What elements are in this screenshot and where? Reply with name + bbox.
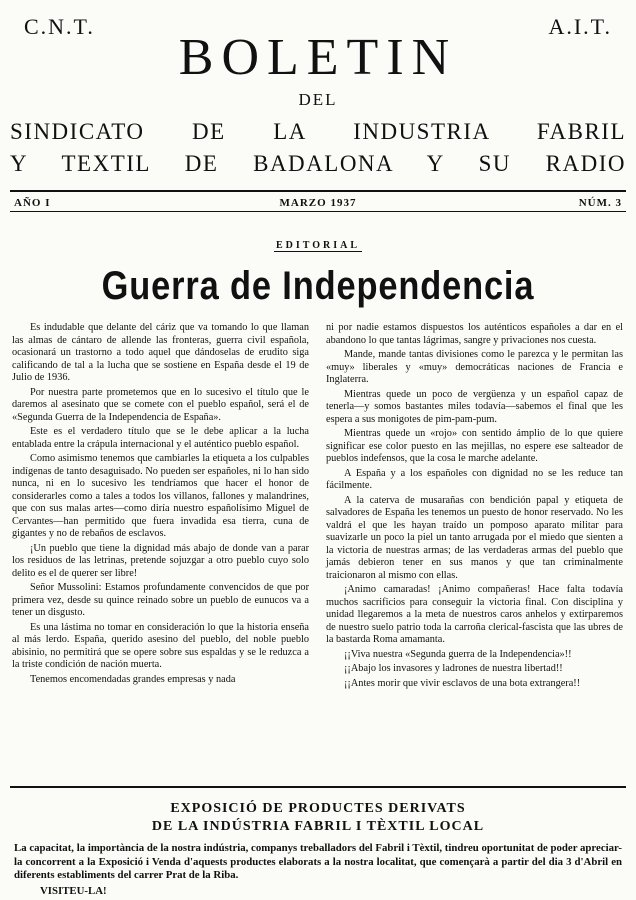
footer-sign: VISITEU-LA! bbox=[40, 885, 107, 897]
paragraph: Mientras quede un «rojo» con sentido ámplio de lo que quiere significar ese color puesto en las mejillas, no espere ese salteador de pueblos indefensos, que la cosa le marche adelante. bbox=[326, 428, 623, 464]
section-label: EDITORIAL bbox=[275, 240, 361, 251]
paragraph: Mande, mande tantas divisiones como le parezca y le permitan las «muy» liberales y «muy» democráticas naciones de Francia e Inglaterra. bbox=[326, 349, 623, 385]
masthead-left-corner: C.N.T. bbox=[24, 14, 95, 39]
masthead-top-rule bbox=[10, 190, 626, 192]
masthead-del: DEL bbox=[298, 90, 338, 109]
issue-year: AÑO I bbox=[14, 197, 51, 209]
footer-title-line-2: DE LA INDÚSTRIA FABRIL I TÈXTIL LOCAL bbox=[151, 819, 485, 834]
masthead-line-2: Y TEXTIL DE BADALONA Y SU RADIO bbox=[10, 151, 626, 176]
paragraph: ¡¡Abajo los invasores y ladrones de nuestra libertad!! bbox=[344, 663, 563, 674]
right-column bbox=[326, 322, 623, 692]
footer-title bbox=[0, 800, 636, 836]
footer-rule bbox=[10, 786, 626, 788]
paragraph: ¡Animo camaradas! ¡Animo compañeras! Hace falta todavía muchos sacrificios para conseguir la victoria final. Con disciplina y unidad llegaremos a la meta de nuestros caros anhelos y extirparemos de nuestro suelo patrio toda la carroña clerical-fascista que las ubres de la bastarda Roma amamanta. bbox=[326, 584, 623, 645]
paragraph: Mientras quede un poco de vergüenza y un español capaz de tenerla—y somos bastantes miles todavía—sabemos el final que les espera a sus monigotes de pim-pam-pum. bbox=[326, 388, 623, 425]
paragraph: ¡Un pueblo que tiene la dignidad más abajo de donde van a parar los residuos de las letrinas, pretende sojuzgar a otro pueblo cuyo solo delito es el de querer ser libre! bbox=[12, 542, 309, 579]
issue-number: NÚM. 3 bbox=[578, 197, 622, 209]
paragraph: Es indudable que delante del cáriz que va tomando lo que llaman las almas de cántaro de allende las fronteras, guerra civil española, ocasionará un trastorno a todo aquel que dándoselas de erudito siga calificando de tal a la lucha que se sostiene en España desde el 19 de Julio de 1936. bbox=[12, 322, 309, 383]
issue-date: MARZO 1937 bbox=[279, 197, 357, 209]
footer-body: La capacitat, la importància de la nostra indústria, companys treballadors del Fabril i Tèxtil, tindreu oportunitat de poder apreciar-la concorrent a la Exposició i Venda d'aquests productes elaborats a la nostra localitat, que començarà a partir del dia 3 d'Abril en diferents establiments del carrer Prat de la Riba. bbox=[14, 842, 622, 881]
paragraph: Tenemos encomendadas grandes empresas y nada bbox=[30, 673, 236, 685]
paragraph: ¡¡Antes morir que vivir esclavos de una bota extrangera!! bbox=[344, 677, 581, 689]
paragraph: Como asimismo tenemos que cambiarles la etiqueta a los culpables indígenas de tanto desaguisado. No pueden ser españoles, ni lo han sido nunca, ni en lo sucesivo les tendríamos que hacer el honor de considerarles como a tales a todos los villanos, fallones y malandrines, que con sus malas artes—como diría nuestro españolísimo Miguel de Cervantes—han permitido que fuera invadida esa tierra, cuna de gigantes y no de rebaños de esclavos. bbox=[12, 453, 309, 539]
paragraph: ¡¡Viva nuestra «Segunda guerra de la Independencia»!! bbox=[344, 648, 572, 660]
paragraph: Este es el verdadero título que se le debe aplicar a la lucha entablada entre la crápula internacional y el auténtico pueblo español. bbox=[12, 426, 309, 450]
paragraph: Señor Mussolini: Estamos profundamente convencidos de que por primera vez, desde su quince reinado sobre un pueblo de eunucos va a tener un disgusto. bbox=[12, 582, 309, 618]
paragraph: Es una lástima no tomar en consideración lo que la historia enseña al más lerdo. España, querido asesino del pueblo, del noble pueblo abisinio, no permitirá que se opere sobre sus espaldas y se le reduzca a la triste condición de nación muerta. bbox=[12, 621, 309, 670]
masthead-line-1: SINDICATO DE LA INDUSTRIA FABRIL bbox=[10, 119, 626, 144]
paragraph: ni por nadie estamos dispuestos los auténticos españoles a dar en el abandono lo que tantas lágrimas, sangre y privaciones nos cuesta. bbox=[326, 322, 623, 346]
paragraph: A España y a los españoles con dignidad no se les reduce tan fácilmente. bbox=[326, 467, 623, 491]
headline: Guerra de Independencia bbox=[101, 264, 535, 308]
paragraph: Por nuestra parte prometemos que en lo sucesivo el título que le daremos al asesinato que se comete con el pueblo español, será el de «Segunda Guerra de la Independencia de España». bbox=[12, 386, 309, 423]
masthead-bottom-rule bbox=[10, 211, 626, 212]
footer-title-line-1: EXPOSICIÓ DE PRODUCTES DERIVATS bbox=[170, 801, 466, 816]
masthead-title: BOLETIN bbox=[178, 29, 458, 86]
paragraph: A la caterva de musarañas con bendición papal y etiqueta de salvadores de España les tenemos un puesto de honor reservado. No les valdrá el que les hayan traído un pomposo aparato militar para suavizarle un poco la piel un tanto arrugada por el miedo que sienten a la victoria de nuestras armas; de las verdaderas armas del pueblo que jamás debieron tener en sus manos y que tan criminalmente traicionaron al mismo con ellas. bbox=[326, 494, 623, 581]
left-column bbox=[12, 322, 309, 688]
masthead-right-corner: A.I.T. bbox=[548, 14, 612, 39]
